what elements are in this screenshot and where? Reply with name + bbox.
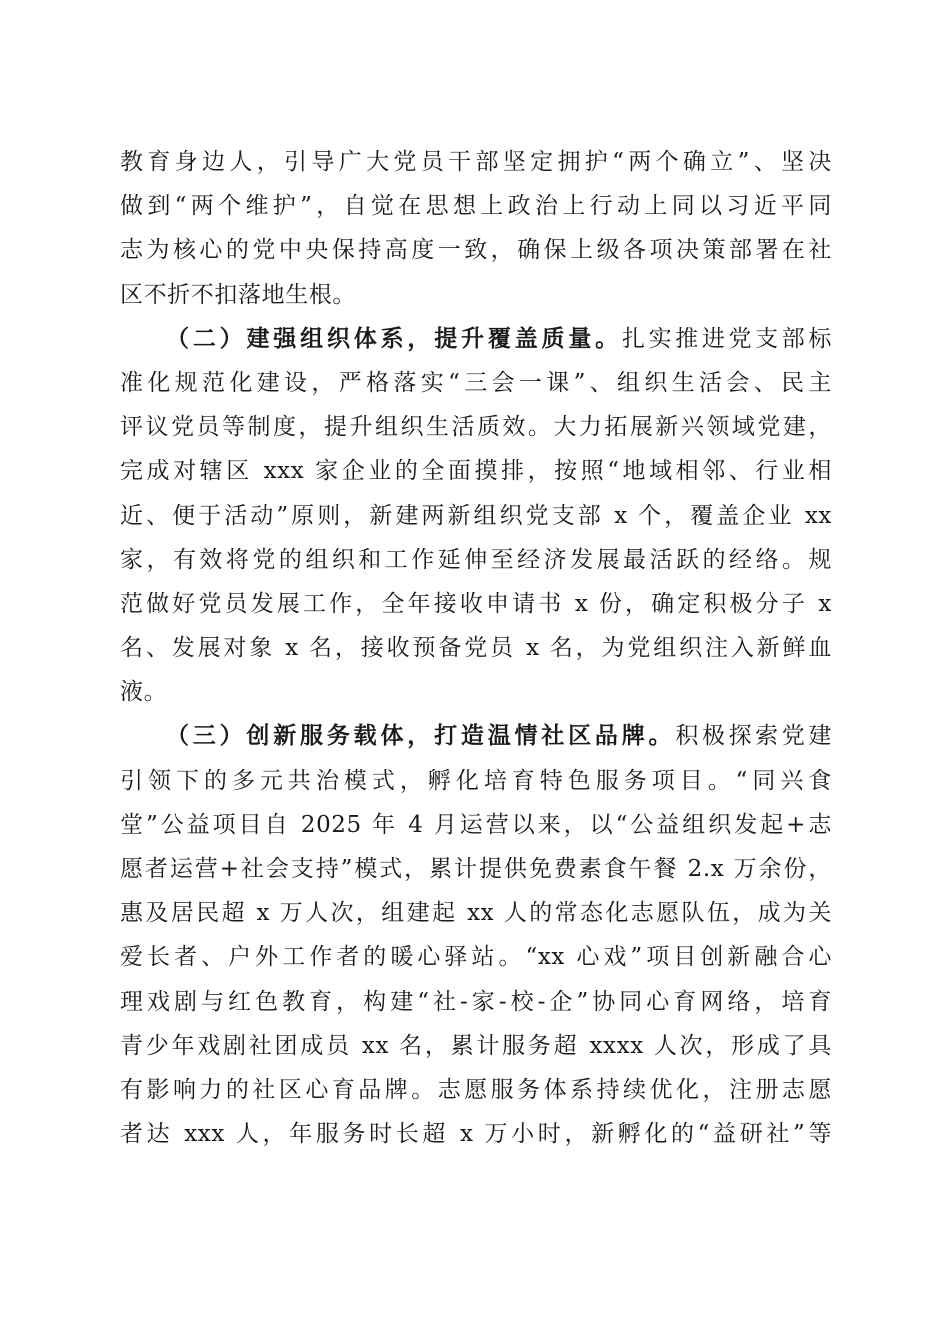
paragraph-line: 者达 xxx 人，年服务时长超 x 万小时，新孵化的“益研社”等: [120, 1121, 832, 1148]
paragraph-line: 教育身边人，引导广大党员干部坚定拥护“两个确立”、坚决: [120, 149, 832, 175]
section-heading-3: （三）创新服务载体，打造温情社区品牌。: [166, 722, 676, 750]
paragraph-line: 愿者运营+社会支持”模式，累计提供免费素食午餐 2.x 万余份，: [120, 856, 832, 882]
paragraph-line: 引领下的多元共治模式，孵化培育特色服务项目。“同兴食: [120, 767, 832, 794]
paragraph-3: [120, 714, 832, 1156]
paragraph-line: 准化规范化建设，严格落实“三会一课”、组织生活会、民主: [120, 369, 832, 396]
paragraph-line: 爱长者、户外工作者的暖心驿站。“xx 心戏”项目创新融合心: [120, 944, 832, 971]
paragraph-line: 志为核心的党中央保持高度一致，确保上级各项决策部署在社: [120, 237, 832, 264]
paragraph-first-line: [120, 317, 832, 361]
paragraph-line: 名、发展对象 x 名，接收预备党员 x 名，为党组织注入新鲜血: [120, 635, 832, 662]
paragraph-first-line: [120, 714, 832, 758]
paragraph-line: 惠及居民超 x 万人次，组建起 xx 人的常态化志愿队伍，成为关: [120, 900, 832, 927]
paragraph-line-text: 扎实推进党支部标: [622, 325, 832, 352]
paragraph-line: 理戏剧与红色教育，构建“社-家-校-企”协同心育网络，培育: [120, 988, 832, 1015]
paragraph-line-text: 积极探索党建: [675, 723, 832, 750]
paragraph-line: 区不折不扣落地生根。: [120, 281, 356, 308]
section-heading-2: （二）建强组织体系，提升覆盖质量。: [166, 324, 623, 352]
paragraph-line: 青少年戏剧社团成员 xx 名，累计服务超 xxxx 人次，形成了具: [120, 1032, 832, 1059]
document-page: [120, 140, 832, 1156]
paragraph-line: 近、便于活动”原则，新建两新组织党支部 x 个，覆盖企业 xx: [120, 502, 832, 529]
paragraph-line: 完成对辖区 xxx 家企业的全面摸排，按照“地域相邻、行业相: [120, 458, 832, 485]
paragraph-line: 有影响力的社区心育品牌。志愿服务体系持续优化，注册志愿: [120, 1076, 832, 1103]
paragraph-line: 做到“两个维护”，自觉在思想上政治上行动上同以习近平同: [120, 193, 832, 220]
paragraph-line: 堂”公益项目自 2025 年 4 月运营以来，以“公益组织发起+志: [120, 811, 832, 838]
paragraph-1: [120, 140, 832, 317]
paragraph-line: 液。: [120, 679, 168, 706]
paragraph-line: 评议党员等制度，提升组织生活质效。大力拓展新兴领域党建，: [120, 414, 832, 441]
paragraph-line: 范做好党员发展工作，全年接收申请书 x 份，确定积极分子 x: [120, 590, 832, 617]
paragraph-line: 家，有效将党的组织和工作延伸至经济发展最活跃的经络。规: [120, 546, 832, 573]
paragraph-2: [120, 317, 832, 715]
